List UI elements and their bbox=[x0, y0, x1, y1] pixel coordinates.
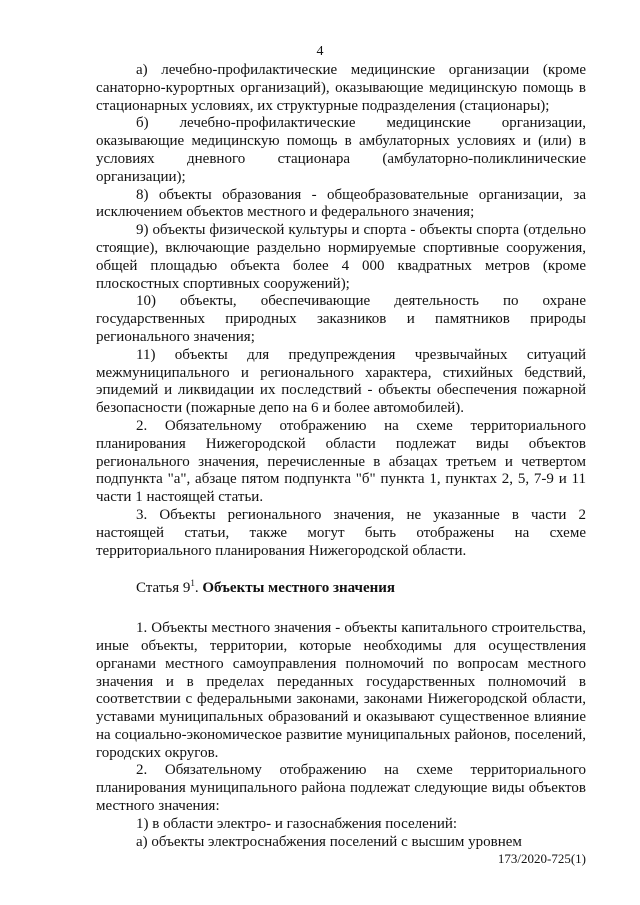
paragraph-local-part-1: 1. Объекты местного значения - объекты капитального строительства, иные объекты, территории, которые необходимы для осуществления органами местного самоуправления полномочий по вопросам местного значения и в пределах переданных государственных полномочий в соответствии с федеральными законами, законами Нижегородской области, уставами муниципальных образований и оказывают существенное влияние на социально-экономическое развитие муниципальных районов, поселений, городских округов. bbox=[96, 620, 586, 761]
document-code: 173/2020-725(1) bbox=[497, 851, 586, 866]
document-body bbox=[96, 62, 586, 851]
paragraph-item-11-emergency: 11) объекты для предупреждения чрезвычайных ситуаций межмуниципального и регионального характера, стихийных бедствий, эпидемий и ликвидации их последствий - объекты обеспечения пожарной безопасности (пожарные депо на 6 и более автомобилей). bbox=[96, 346, 586, 417]
paragraph-part-2: 2. Обязательному отображению на схеме территориального планирования Нижегородской области подлежат виды объектов регионального значения, перечисленные в абзацах третьем и четвертом подпункта "а", абзаце пятом подпункта "б" пункта 1, пунктах 2, 5, 7-9 и 11 части 1 настоящей статьи. bbox=[96, 417, 586, 506]
article-heading-dot: . bbox=[194, 580, 203, 597]
paragraph-item-b-outpatient: б) лечебно-профилактические медицинские организации, оказывающие медицинскую помощь в амбулаторных условиях и (или) в условиях дневного стационара (амбулаторно-поликлинические организации); bbox=[96, 115, 586, 185]
paragraph-item-8-education: 8) объекты образования - общеобразовательные организации, за исключением объектов местного и федерального значения; bbox=[96, 186, 586, 221]
article-heading-prefix: Статья 9 bbox=[136, 580, 191, 597]
article-heading-title: Объекты местного значения bbox=[202, 580, 396, 597]
paragraph-local-part-2: 2. Обязательному отображению на схеме территориального планирования муниципального района подлежат следующие виды объектов местного значения: bbox=[96, 762, 586, 815]
paragraph-item-a-inpatient: а) лечебно-профилактические медицинские организации (кроме санаторно-курортных организаций), оказывающие медицинскую помощь в стационарных условиях, их структурные подразделения (стационары); bbox=[96, 62, 586, 114]
paragraph-local-item-a: а) объекты электроснабжения поселений с высшим уровнем bbox=[136, 833, 522, 850]
paragraph-item-10-nature: 10) объекты, обеспечивающие деятельность по охране государственных природных заказников и памятников природы регионального значения; bbox=[96, 293, 586, 345]
paragraph-part-3: 3. Объекты регионального значения, не указанные в части 2 настоящей статьи, также могут быть отображены на схеме территориального планирования Нижегородской области. bbox=[96, 506, 586, 559]
article-heading-superscript: 1 bbox=[190, 578, 195, 589]
paragraph-item-9-sport: 9) объекты физической культуры и спорта - объекты спорта (отдельно стоящие), включающие раздельно нормируемые спортивные сооружения, общей площадью объекта более 4 000 квадратных метров (кроме плоскостных спортивных сооружений); bbox=[96, 222, 586, 292]
page-number: 4 bbox=[316, 44, 324, 59]
paragraph-local-item-1: 1) в области электро- и газоснабжения поселений: bbox=[136, 815, 458, 832]
article-heading bbox=[96, 580, 586, 598]
